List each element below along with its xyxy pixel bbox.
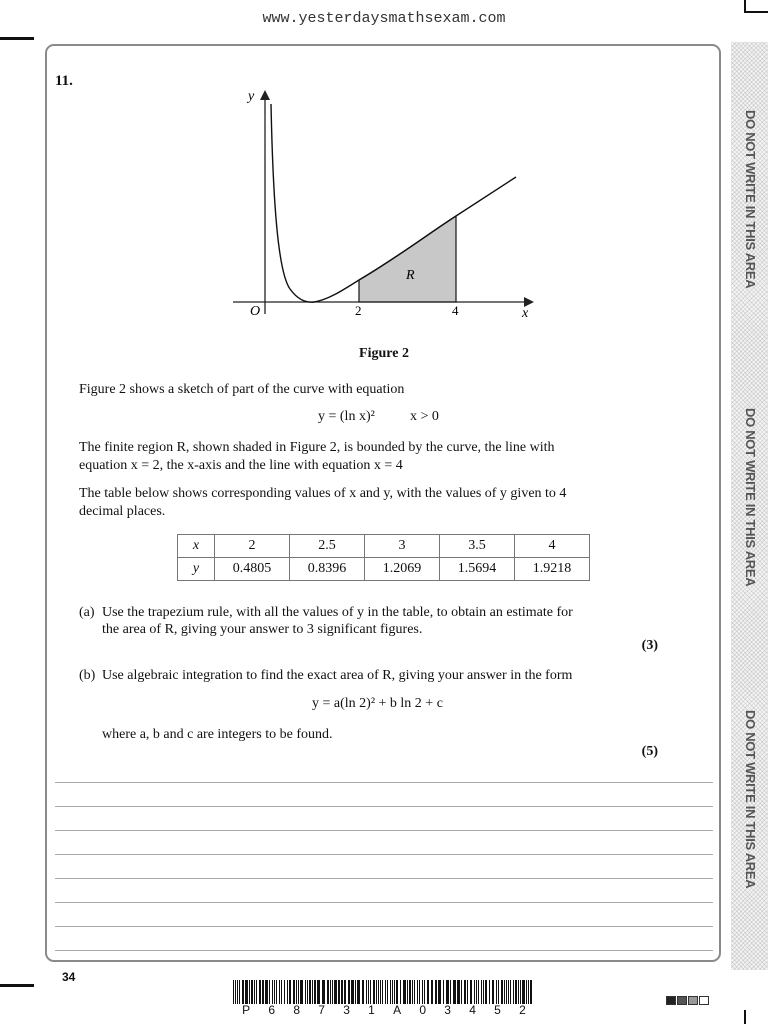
barcode-bar — [235, 980, 236, 1004]
barcode-bar — [528, 980, 529, 1004]
barcode-bar — [483, 980, 484, 1004]
do-not-write-label-2: DO NOT WRITE IN THIS AREA — [743, 408, 758, 587]
barcode-bar — [513, 980, 514, 1004]
barcode-bar — [281, 980, 282, 1004]
barcode-bar — [385, 980, 386, 1004]
barcode-bar — [338, 980, 340, 1004]
answer-line[interactable] — [55, 926, 713, 927]
barcode-bar — [254, 980, 255, 1004]
table-row-y — [178, 558, 590, 581]
x-axis-label: x — [522, 306, 529, 321]
part-a-marks: (3) — [641, 638, 658, 653]
barcode-bar — [296, 980, 297, 1004]
barcode-digit: 6 — [268, 1003, 276, 1017]
barcode-bar — [396, 980, 398, 1004]
barcode-bar — [237, 980, 238, 1004]
barcode-bar — [464, 980, 466, 1004]
barcode-bar — [293, 980, 295, 1004]
barcode-bar — [368, 980, 369, 1004]
part-a-line-1: Use the trapezium rule, with all the values of y in the table, to obtain an estimate for — [102, 605, 573, 620]
barcode-digit: P — [242, 1003, 251, 1017]
barcode-bar — [510, 980, 511, 1004]
barcode-bar — [309, 980, 311, 1004]
table-cell: 1.5694 — [440, 558, 515, 581]
barcode-digit: 8 — [293, 1003, 301, 1017]
barcode-bar — [422, 980, 423, 1004]
barcode-digit: 2 — [519, 1003, 526, 1017]
page-number: 34 — [62, 970, 76, 984]
table-description — [79, 485, 639, 521]
crop-mark-top-right-h — [744, 11, 768, 13]
table-cell: 2.5 — [290, 535, 365, 558]
barcode-bar — [506, 980, 507, 1004]
part-b-marks: (5) — [641, 744, 658, 759]
barcode-bar — [485, 980, 487, 1004]
barcode-bar — [424, 980, 425, 1004]
table-cell: 0.4805 — [215, 558, 290, 581]
barcode-bar — [357, 980, 360, 1004]
part-b-line-2: where a, b and c are integers to be found. — [102, 727, 333, 742]
barcode-bar — [322, 980, 325, 1004]
barcode-bar — [518, 980, 519, 1004]
barcode-bar — [245, 980, 248, 1004]
barcode-bar — [300, 980, 303, 1004]
barcode-bar — [489, 980, 490, 1004]
marker-box — [677, 996, 687, 1005]
barcode-bar — [526, 980, 527, 1004]
barcode-bar — [362, 980, 364, 1004]
table-cell: 4 — [515, 535, 590, 558]
table-text-line-2: decimal places. — [79, 504, 166, 519]
barcode-bar — [417, 980, 418, 1004]
y-axis-label: y — [248, 89, 255, 104]
barcode-bar — [412, 980, 413, 1004]
table-cell: 3.5 — [440, 535, 515, 558]
intro-line: Figure 2 shows a sketch of part of the curve with equation — [79, 382, 405, 397]
barcode-bar — [427, 980, 429, 1004]
barcode-bar — [450, 980, 451, 1004]
barcode-digits — [233, 1003, 535, 1017]
barcode-bar — [334, 980, 337, 1004]
origin-label: O — [250, 304, 261, 319]
barcode-bar — [262, 980, 264, 1004]
barcode-bar — [390, 980, 391, 1004]
crop-mark-top-left — [0, 37, 34, 40]
barcode-bar — [508, 980, 509, 1004]
barcode-bar — [249, 980, 250, 1004]
figure-caption: Figure 2 — [359, 346, 409, 361]
barcode-digit: 0 — [419, 1003, 427, 1017]
barcode-bar — [474, 980, 475, 1004]
page-marker-boxes — [666, 996, 709, 1005]
answer-form-equation: y = a(ln 2)² + b ln 2 + c — [312, 696, 443, 711]
answer-line[interactable] — [55, 950, 713, 951]
barcode-bar — [279, 980, 280, 1004]
region-text-line-1: The finite region R, shown shaded in Figure 2, is bounded by the curve, the line with — [79, 440, 555, 455]
barcode-digit: 3 — [343, 1003, 350, 1017]
region-description — [79, 439, 639, 475]
barcode-bar — [492, 980, 494, 1004]
x-tick-4: 4 — [452, 303, 459, 318]
marker-box — [699, 996, 709, 1005]
y-axis-arrow — [260, 90, 270, 100]
do-not-write-label-3: DO NOT WRITE IN THIS AREA — [743, 710, 758, 889]
barcode-bar — [419, 980, 420, 1004]
barcode-bar — [376, 980, 377, 1004]
answer-line[interactable] — [55, 782, 713, 783]
barcode-bar — [276, 980, 277, 1004]
barcode-bar — [380, 980, 381, 1004]
marker-box — [666, 996, 676, 1005]
answer-line[interactable] — [55, 878, 713, 879]
barcode-bar — [351, 980, 354, 1004]
barcode-digit: 1 — [368, 1003, 375, 1017]
barcode-bar — [251, 980, 253, 1004]
marker-box — [688, 996, 698, 1005]
barcode-bar — [370, 980, 371, 1004]
region-text-line-2: equation x = 2, the x-axis and the line with equation x = 4 — [79, 458, 403, 473]
barcode-bar — [522, 980, 525, 1004]
part-a-label: (a) — [79, 605, 95, 620]
barcode-bar — [378, 980, 379, 1004]
barcode-bar — [274, 980, 275, 1004]
barcode-bar — [446, 980, 449, 1004]
barcode-bar — [501, 980, 503, 1004]
barcode-bar — [403, 980, 406, 1004]
crop-mark-bottom-right — [744, 1010, 746, 1024]
barcode-bar — [287, 980, 288, 1004]
table-text-line-1: The table below shows corresponding values of x and y, with the values of y given to 4 — [79, 486, 567, 501]
header-url: www.yesterdaysmathsexam.com — [262, 10, 506, 27]
table-cell: 0.8396 — [290, 558, 365, 581]
table-cell: 1.2069 — [365, 558, 440, 581]
barcode-bar — [431, 980, 433, 1004]
barcode-bar — [392, 980, 393, 1004]
barcode-bar — [382, 980, 383, 1004]
barcode-bar — [457, 980, 460, 1004]
do-not-write-label-1: DO NOT WRITE IN THIS AREA — [743, 110, 758, 289]
barcode-bar — [387, 980, 388, 1004]
values-table — [177, 534, 590, 581]
barcode-bar — [496, 980, 497, 1004]
answer-line[interactable] — [55, 854, 713, 855]
table-cell: 1.9218 — [515, 558, 590, 581]
answer-line[interactable] — [55, 806, 713, 807]
barcode-bar — [314, 980, 316, 1004]
table-header-x: x — [178, 535, 215, 558]
answer-line[interactable] — [55, 830, 713, 831]
table-cell: 2 — [215, 535, 290, 558]
table-header-y: y — [178, 558, 215, 581]
barcode-bar — [504, 980, 505, 1004]
barcode-bar — [467, 980, 468, 1004]
barcode-bar — [327, 980, 329, 1004]
barcode-bar — [284, 980, 285, 1004]
barcode-bar — [298, 980, 299, 1004]
barcode-bar — [520, 980, 521, 1004]
table-cell: 3 — [365, 535, 440, 558]
barcode-bar — [366, 980, 367, 1004]
barcode-bar — [348, 980, 350, 1004]
barcode-bar — [344, 980, 346, 1004]
barcode-bar — [307, 980, 308, 1004]
barcode-bar — [355, 980, 356, 1004]
barcode-bar — [239, 980, 240, 1004]
barcode-bar — [515, 980, 517, 1004]
barcode-bar — [400, 980, 401, 1004]
shaded-region-r — [359, 216, 456, 302]
part-a-line-2: the area of R, giving your answer to 3 significant figures. — [102, 622, 423, 637]
barcode-bar — [265, 980, 268, 1004]
barcode-bar — [470, 980, 472, 1004]
barcode-bar — [259, 980, 261, 1004]
barcode-bar — [453, 980, 456, 1004]
barcode-bar — [341, 980, 343, 1004]
figure-2-graph — [228, 82, 548, 322]
barcode-bar — [461, 980, 462, 1004]
barcode-bar — [256, 980, 257, 1004]
barcode-bar — [478, 980, 479, 1004]
barcode-bar — [481, 980, 482, 1004]
table-row-x — [178, 535, 590, 558]
barcode-bar — [242, 980, 244, 1004]
barcode-bar — [407, 980, 408, 1004]
domain-condition: x > 0 — [410, 409, 439, 424]
barcode-bar — [443, 980, 444, 1004]
barcode-bar — [394, 980, 395, 1004]
barcode-bar — [330, 980, 331, 1004]
barcode-bar — [317, 980, 320, 1004]
barcode-digit: 5 — [494, 1003, 501, 1017]
barcode-bar — [414, 980, 415, 1004]
barcode-image — [233, 980, 535, 1004]
part-b-line-1: Use algebraic integration to find the exact area of R, giving your answer in the form — [102, 668, 573, 683]
barcode-bar — [409, 980, 411, 1004]
barcode-bar — [373, 980, 375, 1004]
barcode-bar — [272, 980, 273, 1004]
barcode-bar — [476, 980, 477, 1004]
barcode-bar — [530, 980, 532, 1004]
barcode-digit: 7 — [318, 1003, 325, 1017]
barcode-bar — [305, 980, 306, 1004]
barcode-bar — [498, 980, 499, 1004]
barcode-digit: A — [393, 1003, 402, 1017]
curve-equation: y = (ln x)² — [318, 409, 375, 424]
barcode-digit: 4 — [469, 1003, 476, 1017]
part-a-text — [102, 604, 642, 638]
x-tick-2: 2 — [355, 303, 362, 318]
barcode-bar — [289, 980, 291, 1004]
barcode-bar — [312, 980, 313, 1004]
barcode-bar — [269, 980, 270, 1004]
barcode-digit: 3 — [444, 1003, 451, 1017]
answer-line[interactable] — [55, 902, 713, 903]
barcode-bar — [233, 980, 234, 1004]
barcode-bar — [332, 980, 333, 1004]
crop-mark-bottom-left — [0, 984, 34, 987]
region-r-label: R — [406, 268, 415, 283]
barcode-bar — [438, 980, 441, 1004]
barcode-bar — [435, 980, 437, 1004]
question-number: 11. — [55, 73, 73, 89]
part-b-label: (b) — [79, 668, 96, 683]
